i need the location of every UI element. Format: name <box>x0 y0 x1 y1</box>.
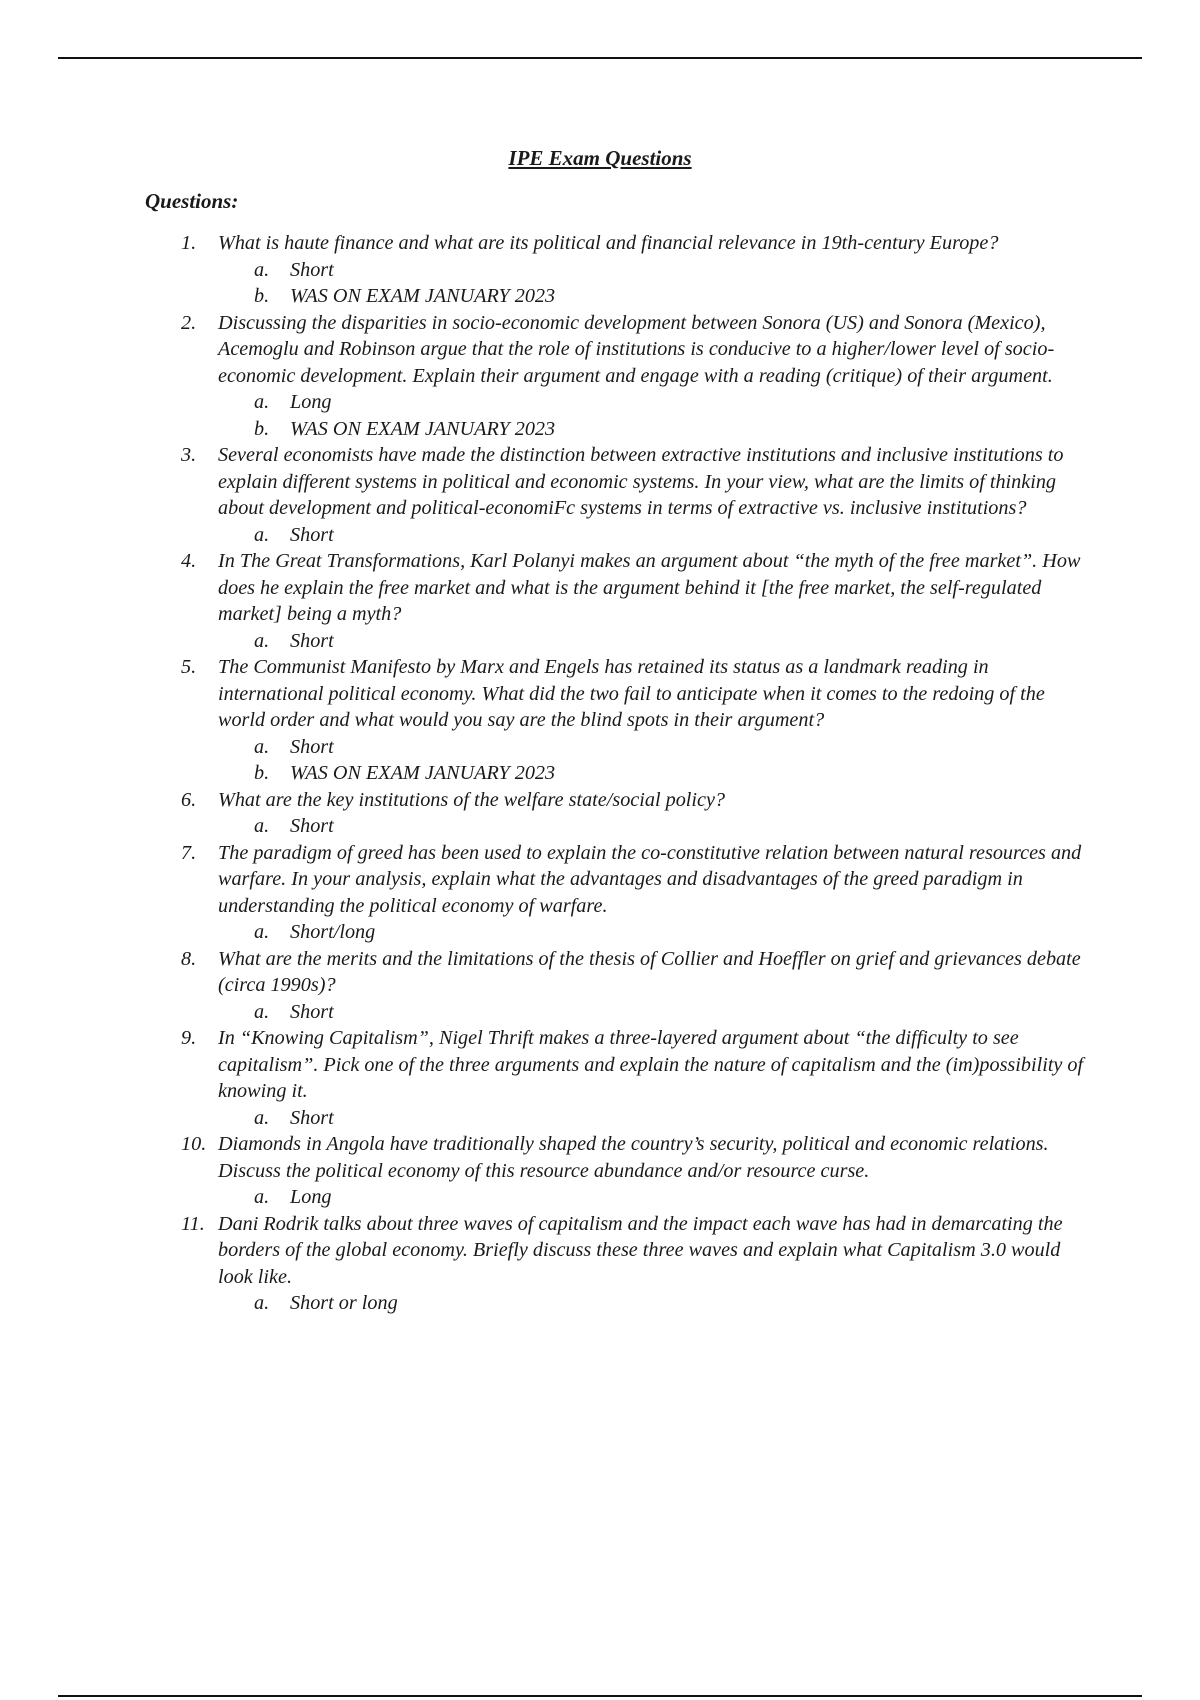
sub-label: b. <box>254 762 270 784</box>
sub-list <box>218 389 1085 442</box>
sub-label: a. <box>254 815 270 837</box>
question-item <box>145 1025 1085 1131</box>
question-item <box>145 1131 1085 1211</box>
question-item <box>145 946 1085 1026</box>
question-item <box>145 840 1085 946</box>
sub-list <box>218 1184 1085 1211</box>
sub-list <box>218 813 1085 840</box>
question-number: 1. <box>181 232 197 254</box>
question-number: 11. <box>181 1212 205 1235</box>
sub-label: a. <box>254 921 270 943</box>
sub-text: WAS ON EXAM JANUARY 2023 <box>290 417 556 440</box>
sub-text: WAS ON EXAM JANUARY 2023 <box>290 762 556 784</box>
sub-item <box>218 1105 1085 1132</box>
sub-text: Short <box>290 815 334 837</box>
sub-label: a. <box>254 391 270 413</box>
question-number: 2. <box>181 311 197 334</box>
question-text: In The Great Transformations, Karl Polanyi makes an argument about “the myth of the free market”. How does he explain the free market and what is the argument behind it [the free market, the self-regulated market] being a myth? <box>218 550 1081 625</box>
sub-text: Short <box>290 523 334 546</box>
bottom-rule <box>58 1695 1142 1697</box>
question-text: The Communist Manifesto by Marx and Engels has retained its status as a landmark reading in international political economy. What did the two fail to anticipate when it comes to the redoing of the world order and what would you say are the blind spots in their argument? <box>218 656 1045 731</box>
sub-item <box>218 257 1085 284</box>
question-text: Discussing the disparities in socio-economic development between Sonora (US) and Sonora (Mexico), Acemoglu and Robinson argue that the role of institutions is conducive to a higher/lower level of socio-economic development. Explain their argument and engage with a reading (critique) of their argument. <box>218 311 1055 387</box>
sub-list <box>218 999 1085 1026</box>
question-text: What are the merits and the limitations of the thesis of Collier and Hoeffler on grief and grievances debate (circa 1990s)? <box>218 947 1081 996</box>
sub-text: Short/long <box>290 921 376 943</box>
question-item <box>145 1211 1085 1317</box>
top-rule <box>58 57 1142 59</box>
sub-item <box>218 813 1085 840</box>
sub-list <box>218 522 1085 549</box>
question-text: What are the key institutions of the welfare state/social policy? <box>218 788 726 811</box>
sub-label: a. <box>254 1106 270 1129</box>
question-number: 5. <box>181 656 197 678</box>
sub-text: Short <box>290 629 334 652</box>
sub-text: WAS ON EXAM JANUARY 2023 <box>290 285 556 307</box>
sub-text: Long <box>290 1186 332 1208</box>
sub-item <box>218 1184 1085 1211</box>
sub-list <box>218 1105 1085 1132</box>
sub-label: b. <box>254 417 270 440</box>
sub-list <box>218 628 1085 655</box>
sub-text: Short <box>290 258 334 281</box>
question-number: 7. <box>181 841 197 864</box>
sub-item <box>218 919 1085 946</box>
sub-list <box>218 919 1085 946</box>
question-number: 10. <box>181 1133 207 1155</box>
question-text: Dani Rodrik talks about three waves of capitalism and the impact each wave has had in demarcating the borders of the global economy. Briefly discuss these three waves and explain what Capitalism 3.0 would look like. <box>218 1212 1063 1288</box>
question-number: 4. <box>181 550 197 572</box>
sub-label: a. <box>254 1000 270 1023</box>
question-text: In “Knowing Capitalism”, Nigel Thrift makes a three-layered argument about “the difficulty to see capitalism”. Pick one of the three arguments and explain the nature of capitalism and the (im)possibility of knowing it. <box>218 1027 1084 1102</box>
sub-label: a. <box>254 258 270 281</box>
sub-item <box>218 628 1085 655</box>
sub-item <box>218 999 1085 1026</box>
page-title: IPE Exam Questions <box>508 146 692 170</box>
sub-item <box>218 416 1085 443</box>
question-item <box>145 548 1085 654</box>
sub-item <box>218 1290 1085 1317</box>
sub-label: a. <box>254 735 270 758</box>
sub-item <box>218 760 1085 787</box>
sub-text: Short <box>290 1106 334 1129</box>
sub-label: a. <box>254 523 270 546</box>
sub-text: Short or long <box>290 1292 398 1314</box>
sub-text: Long <box>290 391 332 413</box>
sub-text: Short <box>290 1000 334 1023</box>
sub-list <box>218 1290 1085 1317</box>
sub-text: Short <box>290 735 334 758</box>
question-item <box>145 442 1085 548</box>
question-item <box>145 310 1085 443</box>
question-text: Several economists have made the distinction between extractive institutions and inclusive institutions to explain different systems in political and economic systems. In your view, what are the limits of thinking about development and political-economiFc systems in terms of extractive vs. inclusive institutions? <box>218 444 1064 519</box>
question-number: 9. <box>181 1027 197 1049</box>
question-number: 6. <box>181 788 197 811</box>
sub-list <box>218 257 1085 310</box>
section-heading: Questions: <box>145 189 239 213</box>
question-list <box>145 230 1085 1317</box>
sub-label: a. <box>254 1186 270 1208</box>
question-number: 8. <box>181 947 197 970</box>
question-text: The paradigm of greed has been used to explain the co-constitutive relation between natural resources and warfare. In your analysis, explain what the advantages and disadvantages of the greed paradigm in understanding the political economy of warfare. <box>218 841 1082 917</box>
sub-item <box>218 522 1085 549</box>
question-text: Diamonds in Angola have traditionally shaped the country’s security, political and economic relations. Discuss the political economy of this resource abundance and/or resource curse. <box>218 1133 1049 1182</box>
question-number: 3. <box>181 444 197 466</box>
sub-item <box>218 734 1085 761</box>
question-text: What is haute finance and what are its political and financial relevance in 19th-century Europe? <box>218 232 999 254</box>
sub-item <box>218 283 1085 310</box>
sub-label: a. <box>254 1292 270 1314</box>
sub-label: a. <box>254 629 270 652</box>
sub-label: b. <box>254 285 270 307</box>
question-item <box>145 230 1085 310</box>
question-item <box>145 654 1085 787</box>
sub-item <box>218 389 1085 416</box>
sub-list <box>218 734 1085 787</box>
question-item <box>145 787 1085 840</box>
